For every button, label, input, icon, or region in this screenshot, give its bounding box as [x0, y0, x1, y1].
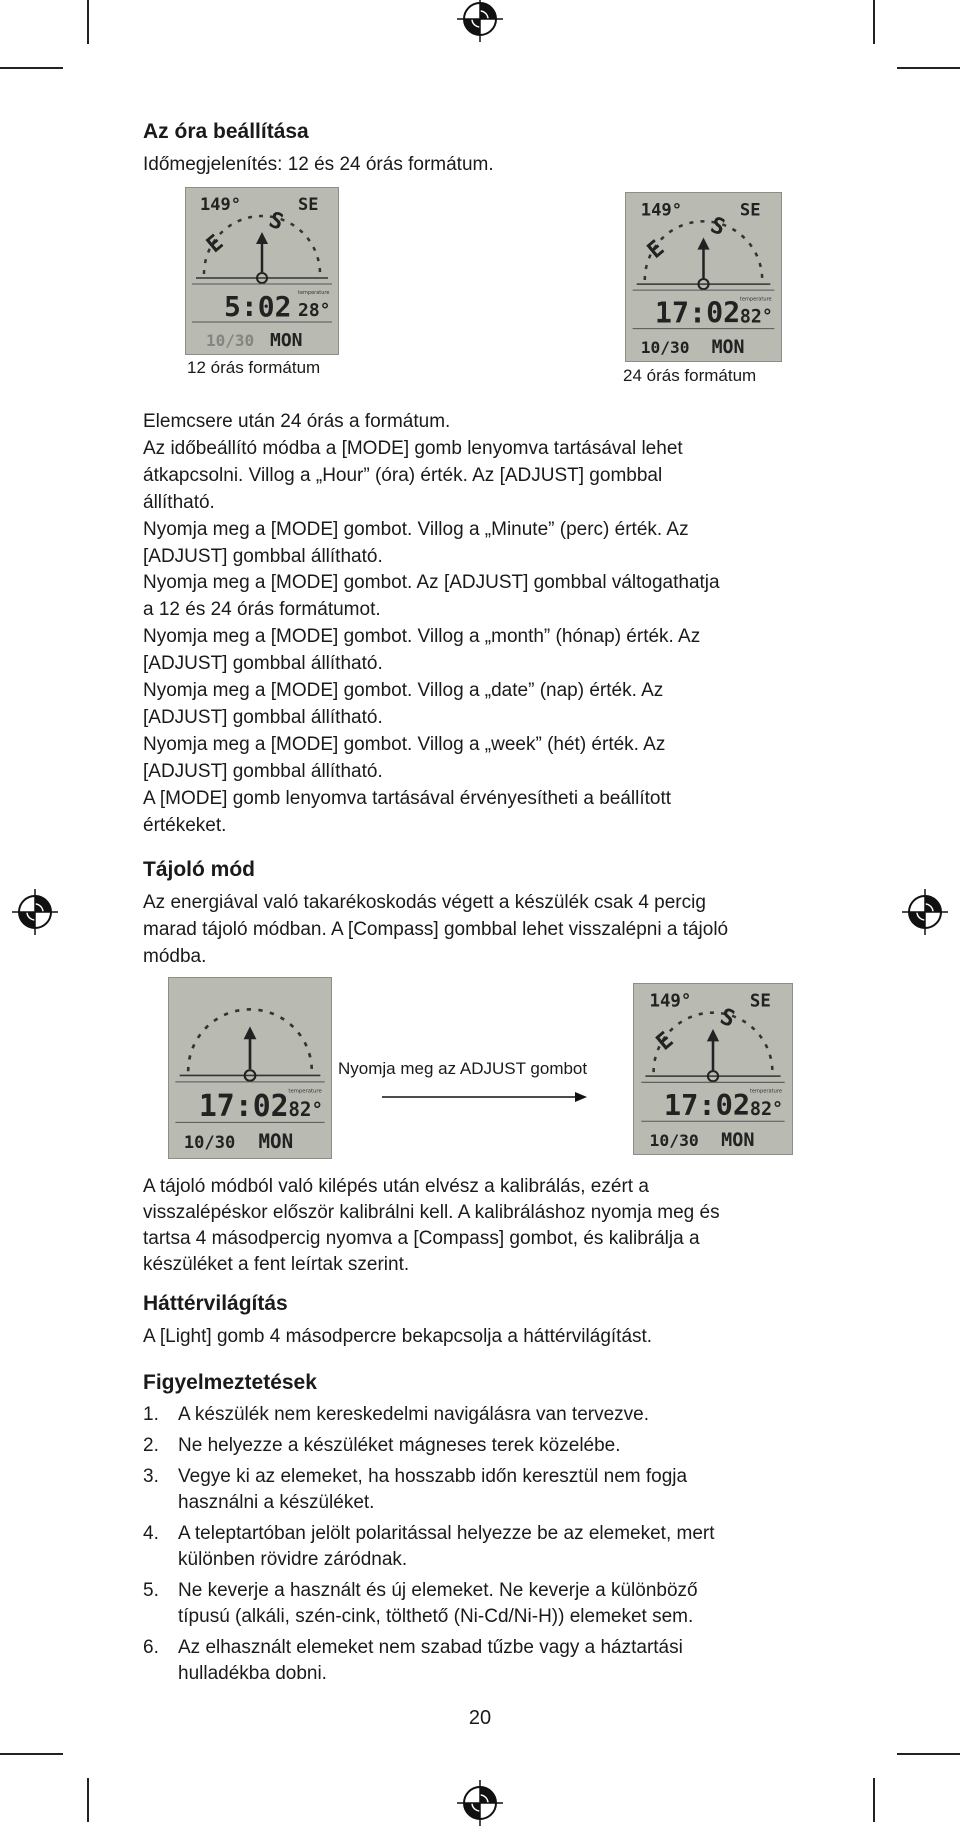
- lcd-weekday: MON: [258, 1129, 294, 1153]
- right-arrow-icon: [382, 1090, 587, 1104]
- lcd-temp-label: temperature: [749, 1088, 782, 1095]
- lcd-time: 17:02: [654, 296, 741, 330]
- compass-line: módba.: [143, 946, 207, 967]
- warning-number: 1.: [143, 1404, 159, 1425]
- lcd-date: 10/30: [640, 337, 690, 357]
- warning-number: 4.: [143, 1523, 159, 1544]
- lcd-time: 17:02: [198, 1088, 289, 1124]
- lcd-display-full: [633, 983, 793, 1155]
- lcd-date: 10/30: [183, 1132, 236, 1153]
- registration-mark-bottom-icon: [457, 1780, 503, 1826]
- lcd-temp: 28°: [298, 300, 331, 321]
- clock-line: értékeket.: [143, 815, 227, 836]
- clock-intro: Időmegjelenítés: 12 és 24 órás formátum.: [143, 154, 494, 175]
- warning-number: 2.: [143, 1435, 159, 1456]
- page-number: 20: [468, 1707, 492, 1729]
- crop-mark-bottom-left-h: [0, 1753, 63, 1755]
- lcd-letter-s: S: [716, 1003, 739, 1033]
- lcd-bearing: 149°: [200, 195, 241, 215]
- clock-line: átkapcsolni. Villog a „Hour” (óra) érték. Az [ADJUST] gombbal: [143, 465, 663, 486]
- lcd-date: 10/30: [206, 331, 255, 350]
- clock-line: Nyomja meg a [MODE] gombot. Villog a „month” (hónap) érték. Az: [143, 626, 701, 647]
- registration-mark-right-icon: [902, 889, 948, 935]
- warning-text: különben rövidre záródnak.: [178, 1548, 408, 1570]
- caption-24h: 24 órás formátum: [623, 366, 757, 385]
- crop-mark-top-left-h: [0, 67, 63, 69]
- clock-line: Nyomja meg a [MODE] gombot. Villog a „date” (nap) érték. Az: [143, 680, 664, 701]
- warning-text: A készülék nem kereskedelmi navigálásra van tervezve.: [178, 1404, 650, 1425]
- crop-mark-bottom-right-h: [897, 1753, 960, 1755]
- backlight-text: A [Light] gomb 4 másodpercre bekapcsolja a háttérvilágítást.: [143, 1326, 653, 1347]
- clock-line: a 12 és 24 órás formátumot.: [143, 599, 381, 620]
- clock-line: Nyomja meg a [MODE] gombot. Villog a „Minute” (perc) érték. Az: [143, 519, 689, 540]
- lcd-time: 17:02: [663, 1088, 751, 1123]
- clock-line: [ADJUST] gombbal állítható.: [143, 707, 383, 728]
- warning-text: használni a készüléket.: [178, 1491, 375, 1513]
- lcd-weekday: MON: [711, 336, 745, 358]
- crop-mark-top-right-h: [897, 67, 960, 69]
- lcd-weekday: MON: [721, 1129, 755, 1151]
- warning-number: 5.: [143, 1580, 159, 1601]
- lcd-date: 10/30: [649, 1130, 699, 1150]
- clock-line: Az időbeállító módba a [MODE] gomb lenyomva tartásával lehet: [143, 438, 683, 459]
- registration-mark-left-icon: [12, 889, 58, 935]
- lcd-letter-e: E: [642, 235, 670, 264]
- lcd-direction: SE: [739, 200, 761, 221]
- arrow-label: Nyomja meg az ADJUST gombot: [338, 1059, 588, 1078]
- lcd-letter-e: E: [651, 1027, 679, 1056]
- clock-line: Nyomja meg a [MODE] gombot. Villog a „week” (hét) érték. Az: [143, 734, 666, 755]
- clock-line: A [MODE] gomb lenyomva tartásával érvényesítheti a beállított: [143, 788, 672, 809]
- compass-line: marad tájoló módban. A [Compass] gombbal lehet visszalépni a tájoló: [143, 919, 729, 940]
- warning-text: Az elhasznált elemeket nem szabad tűzbe vagy a háztartási: [178, 1637, 683, 1658]
- clock-line: [ADJUST] gombbal állítható.: [143, 546, 383, 567]
- lcd-letter-e: E: [202, 230, 229, 259]
- lcd-direction: SE: [749, 991, 771, 1012]
- lcd-direction: SE: [298, 195, 319, 215]
- lcd-display-24h: [625, 192, 782, 362]
- heading-warnings: Figyelmeztetések: [143, 1371, 317, 1394]
- warning-text: Vegye ki az elemeket, ha hosszabb időn keresztül nem fogja: [178, 1466, 688, 1487]
- compass-after-line: A tájoló módból való kilépés után elvész a kalibrálás, ezért a: [143, 1176, 649, 1197]
- registration-mark-top-icon: [457, 0, 503, 42]
- warning-text: típusú (alkáli, szén-cink, tölthető (Ni-Cd/Ni-H)) elemeket sem.: [178, 1605, 694, 1627]
- lcd-temp-label: temperature: [739, 296, 772, 303]
- warning-number: 6.: [143, 1637, 159, 1658]
- lcd-temp-label: temperature: [298, 290, 330, 296]
- clock-line: állítható.: [143, 492, 215, 513]
- lcd-display-12h: [185, 187, 339, 355]
- lcd-time: 5:02: [224, 290, 292, 323]
- heading-clock-setup: Az óra beállítása: [143, 120, 309, 143]
- crop-mark-bottom-right: [873, 1778, 875, 1822]
- compass-after-line: visszalépéskor először kalibrálni kell. A kalibráláshoz nyomja meg és: [143, 1202, 720, 1223]
- caption-12h: 12 órás formátum: [187, 358, 321, 377]
- clock-line: Elemcsere után 24 órás a formátum.: [143, 411, 451, 432]
- warning-number: 3.: [143, 1466, 159, 1487]
- warning-text: Ne keverje a használt és új elemeket. Ne keverje a különböző: [178, 1580, 698, 1601]
- crop-mark-top-right: [873, 0, 875, 44]
- lcd-bearing: 149°: [640, 200, 683, 221]
- lcd-temp-label: temperature: [288, 1088, 322, 1095]
- lcd-letter-s: S: [265, 207, 287, 236]
- crop-mark-bottom-left: [87, 1778, 89, 1822]
- heading-compass-mode: Tájoló mód: [143, 858, 255, 881]
- heading-backlight: Háttérvilágítás: [143, 1292, 288, 1315]
- lcd-bearing: 149°: [649, 991, 692, 1012]
- warning-text: hulladékba dobni.: [178, 1662, 327, 1684]
- lcd-temp: 82°: [288, 1097, 324, 1121]
- clock-line: [ADJUST] gombbal állítható.: [143, 653, 383, 674]
- compass-after-line: készüléket a fent leírtak szerint.: [143, 1254, 410, 1275]
- lcd-temp: 82°: [739, 306, 773, 328]
- compass-after-line: tartsa 4 másodpercig nyomva a [Compass] gombot, és kalibrálja a: [143, 1228, 700, 1249]
- warning-text: A teleptartóban jelölt polaritással helyezze be az elemeket, mert: [178, 1523, 715, 1544]
- lcd-display-compass-only: [168, 977, 332, 1159]
- clock-line: [ADJUST] gombbal állítható.: [143, 761, 383, 782]
- lcd-letter-s: S: [707, 212, 729, 242]
- crop-mark-top-left: [87, 0, 89, 44]
- warning-text: Ne helyezze a készüléket mágneses terek közelébe.: [178, 1435, 621, 1456]
- clock-line: Nyomja meg a [MODE] gombot. Az [ADJUST] gombbal váltogathatja: [143, 572, 720, 593]
- compass-line: Az energiával való takarékoskodás végett a készülék csak 4 percig: [143, 892, 706, 913]
- lcd-weekday: MON: [270, 330, 303, 351]
- lcd-temp: 82°: [749, 1099, 784, 1121]
